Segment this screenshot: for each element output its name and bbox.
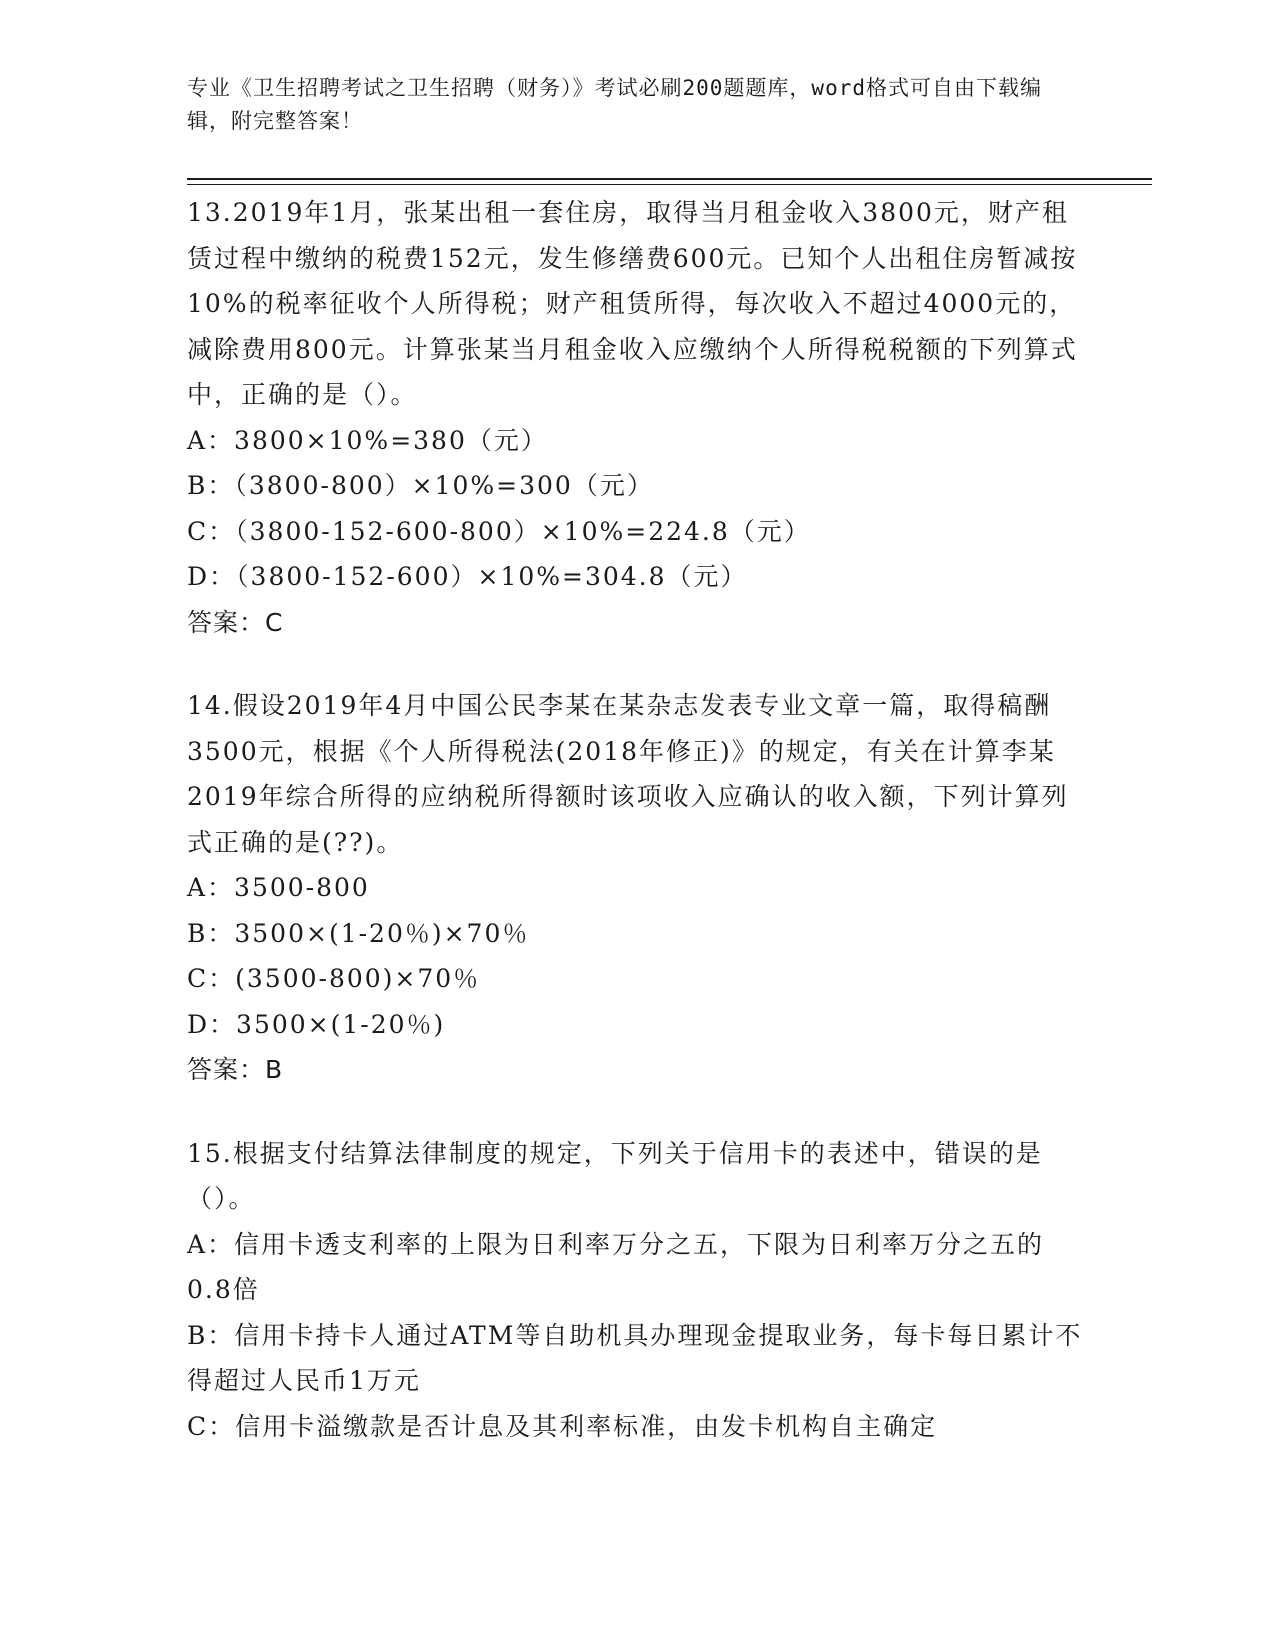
option-a: A：3500-800 (187, 873, 370, 902)
question-15 (187, 1131, 1087, 1450)
option-b: B：信用卡持卡人通过ATM等自助机具办理现金提取业务，每卡每日累计不得超过人民币1万元 (187, 1320, 1083, 1395)
page-header-title: 专业《卫生招聘考试之卫生招聘（财务）》考试必刷200题题库，word格式可自由下载编辑，附完整答案！ (187, 76, 1042, 133)
question-list (187, 190, 1087, 1487)
question-stem: 15.根据支付结算法律制度的规定，下列关于信用卡的表述中，错误的是（）。 (187, 1138, 1043, 1213)
question-stem: 14.假设2019年4月中国公民李某在某杂志发表专业文章一篇，取得稿酬3500元，根据《个人所得税法(2018年修正)》的规定，有关在计算李某2019年综合所得的应纳税所得额时该项收入应确认的收入额，下列计算列式正确的是(??)。 (187, 691, 1069, 857)
option-d: D：3500×(1-20％) (187, 1009, 446, 1039)
option-c: C：信用卡溢缴款是否计息及其利率标准，由发卡机构自主确定 (187, 1411, 938, 1441)
question-14 (187, 683, 1087, 1093)
header-divider-thick (187, 178, 1152, 180)
option-b: B：3500×(1-20％)×70％ (187, 918, 530, 948)
answer-text: 答案：B (187, 1055, 284, 1084)
option-a: A：3800×10%=380（元） (187, 425, 548, 455)
question-stem: 13.2019年1月，张某出租一套住房，取得当月租金收入3800元，财产租赁过程中缴纳的税费152元，发生修缮费600元。已知个人出租住房暂减按10%的税率征收个人所得税；财产租赁所得，每次收入不超过4000元的，减除费用800元。计算张某当月租金收入应缴纳个人所得税税额的下列算式中，正确的是（）。 (187, 198, 1078, 409)
question-13 (187, 190, 1087, 645)
answer-text: 答案：C (187, 607, 284, 637)
option-b: B：（3800-800）×10%=300（元） (187, 471, 654, 500)
option-c: C：（3800-152-600-800）×10%=224.8（元） (187, 516, 811, 546)
header-divider-thin (187, 184, 1152, 185)
option-d: D：（3800-152-600）×10%=304.8（元） (187, 562, 748, 591)
option-c: C：(3500-800)×70％ (187, 964, 481, 993)
option-a: A：信用卡透支利率的上限为日利率万分之五，下限为日利率万分之五的0.8倍 (187, 1229, 1045, 1304)
